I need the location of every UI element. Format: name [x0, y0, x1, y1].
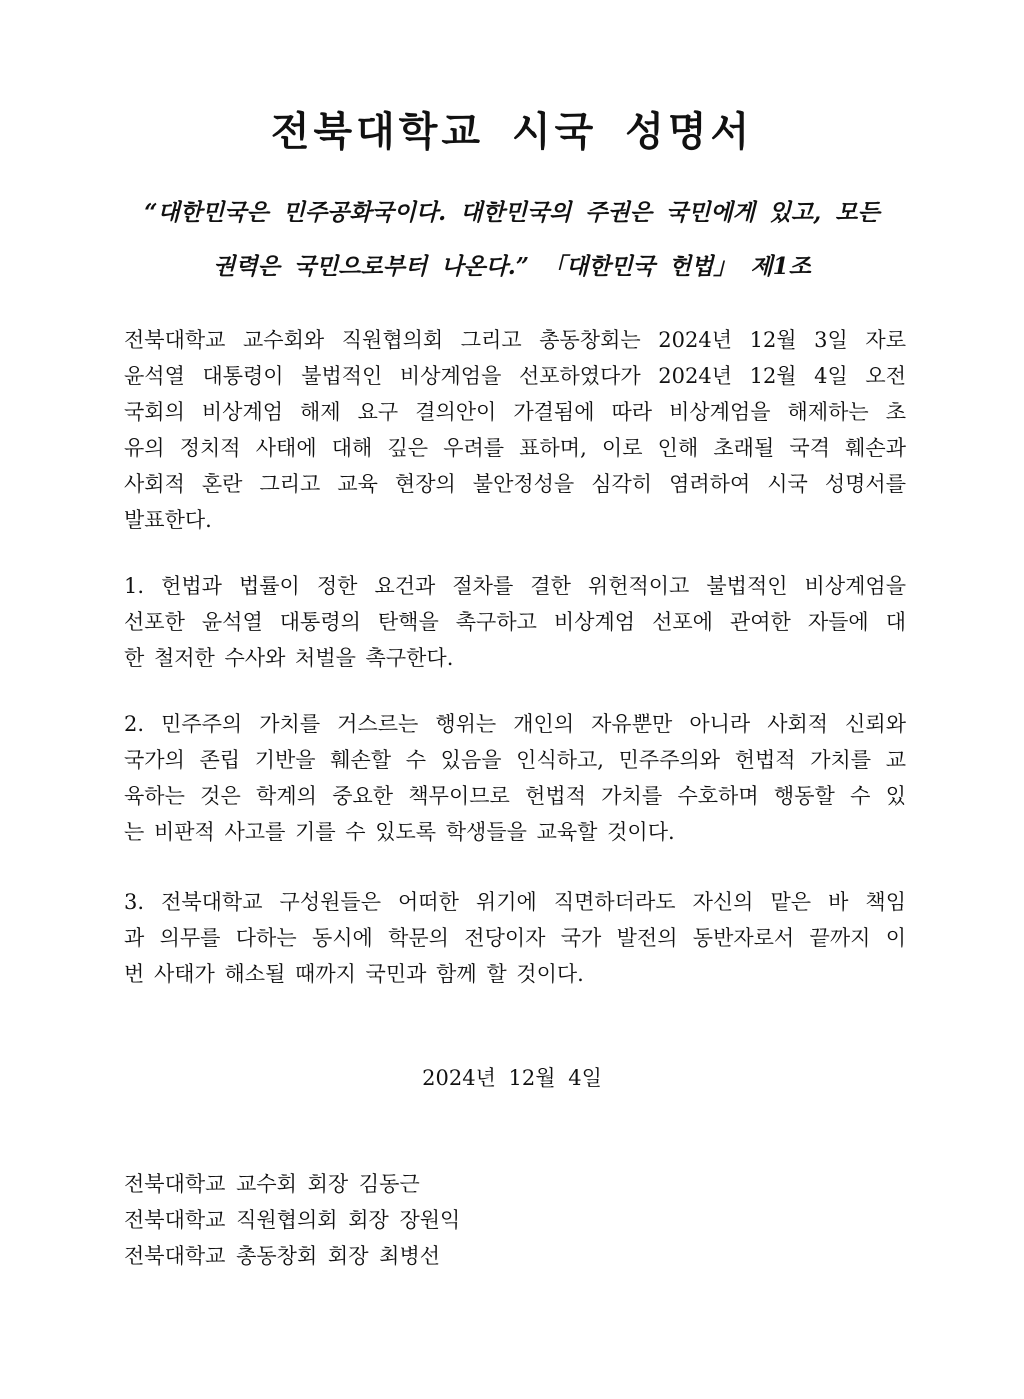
- resolution-item-3: [124, 884, 906, 992]
- resolution-item-2: [124, 706, 906, 850]
- paragraph-line: 1. 헌법과 법률이 정한 요건과 절차를 결한 위헌적이고 불법적인 비상계엄을: [124, 574, 906, 598]
- paragraph-line: 발표한다.: [124, 508, 212, 532]
- quote-line: 권력은 국민으로부터 나온다.” 「대한민국 헌법」 제1조: [213, 253, 811, 280]
- document-title: 전북대학교 시국 성명서: [270, 109, 754, 155]
- constitution-quote: [100, 186, 924, 294]
- paragraph-line: 국가의 존립 기반을 훼손할 수 있음을 인식하고, 민주주의와 헌법적 가치를 교: [124, 748, 906, 772]
- paragraph-line: 3. 전북대학교 구성원들은 어떠한 위기에 직면하더라도 자신의 맡은 바 책임: [124, 890, 906, 914]
- paragraph-line: 윤석열 대통령이 불법적인 비상계엄을 선포하였다가 2024년 12월 4일 오전: [124, 364, 906, 388]
- paragraph-line: 2. 민주주의 가치를 거스르는 행위는 개인의 자유뿐만 아니라 사회적 신뢰와: [124, 712, 906, 736]
- resolution-item-1: [124, 568, 906, 676]
- paragraph-line: 과 의무를 다하는 동시에 학문의 전당이자 국가 발전의 동반자로서 끝까지 이: [124, 926, 906, 950]
- signer: 전북대학교 교수회 회장 김동근: [124, 1172, 420, 1196]
- paragraph-line: 사회적 혼란 그리고 교육 현장의 불안정성을 심각히 염려하여 시국 성명서를: [124, 472, 906, 496]
- paragraph-line: 선포한 윤석열 대통령의 탄핵을 촉구하고 비상계엄 선포에 관여한 자들에 대: [124, 610, 906, 634]
- paragraph-line: 전북대학교 교수회와 직원협의회 그리고 총동창회는 2024년 12월 3일 자로: [124, 328, 906, 352]
- statement-date: 2024년 12월 4일: [422, 1066, 602, 1090]
- quote-line: “대한민국은 민주공화국이다. 대한민국의 주권은 국민에게 있고, 모든: [144, 199, 880, 226]
- paragraph-line: 한 철저한 수사와 처벌을 촉구한다.: [124, 646, 454, 670]
- paragraph-line: 국회의 비상계엄 해제 요구 결의안이 가결됨에 따라 비상계엄을 해제하는 초: [124, 400, 906, 424]
- paragraph-line: 번 사태가 해소될 때까지 국민과 함께 할 것이다.: [124, 962, 584, 986]
- paragraph-line: 유의 정치적 사태에 대해 깊은 우려를 표하며, 이로 인해 초래될 국격 훼손과: [124, 436, 906, 460]
- paragraph-line: 육하는 것은 학계의 중요한 책무이므로 헌법적 가치를 수호하며 행동할 수 있: [124, 784, 906, 808]
- signer: 전북대학교 직원협의회 회장 장원익: [124, 1208, 461, 1232]
- paragraph-line: 는 비판적 사고를 기를 수 있도록 학생들을 교육할 것이다.: [124, 820, 675, 844]
- signers-list: [124, 1166, 460, 1274]
- intro-paragraph: [124, 322, 906, 538]
- signer: 전북대학교 총동창회 회장 최병선: [124, 1244, 441, 1268]
